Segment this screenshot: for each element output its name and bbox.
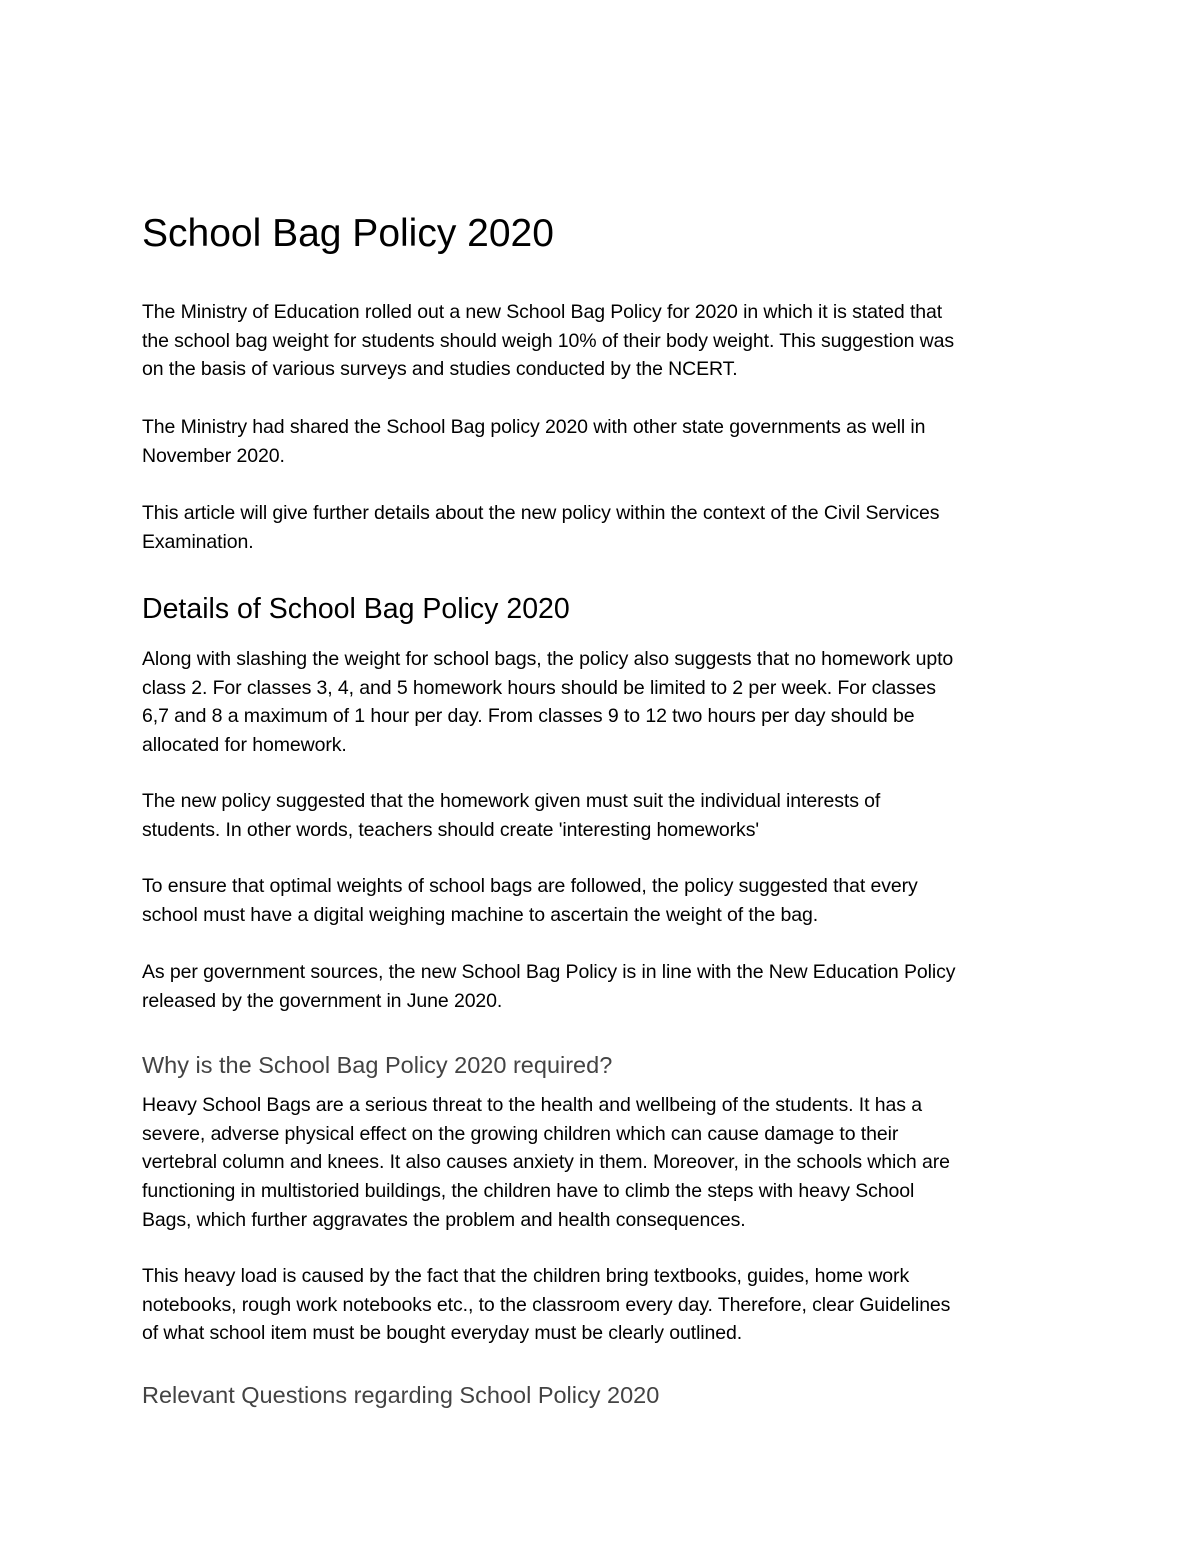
document-title: School Bag Policy 2020 xyxy=(142,212,554,255)
text-line: As per government sources, the new School Bag Policy is in line with the New Education Policy xyxy=(142,961,956,983)
details-paragraph-4 xyxy=(142,958,1062,1015)
intro-paragraph-1 xyxy=(142,298,1062,384)
text-line: Along with slashing the weight for school bags, the policy also suggests that no homework upto xyxy=(142,648,954,670)
text-line: vertebral column and knees. It also causes anxiety in them. Moreover, in the schools which are xyxy=(142,1151,950,1174)
text-line: This article will give further details about the new policy within the context of the Civil Services xyxy=(142,502,940,524)
text-line: of what school item must be bought everyday must be clearly outlined. xyxy=(142,1322,743,1345)
text-line: notebooks, rough work notebooks etc., to the classroom every day. Therefore, clear Guidelines xyxy=(142,1293,951,1316)
text-line: Bags, which further aggravates the problem and health consequences. xyxy=(142,1208,746,1231)
text-line: The new policy suggested that the homework given must suit the individual interests of xyxy=(142,790,881,812)
text-line: The Ministry of Education rolled out a new School Bag Policy for 2020 in which it is stated that xyxy=(142,301,943,323)
text-line: 6,7 and 8 a maximum of 1 hour per day. From classes 9 to 12 two hours per day should be xyxy=(142,705,915,728)
text-line: functioning in multistoried buildings, the children have to climb the steps with heavy School xyxy=(142,1180,915,1203)
text-line: The Ministry had shared the School Bag policy 2020 with other state governments as well in xyxy=(142,416,926,438)
text-line: allocated for homework. xyxy=(142,734,347,757)
section-heading-details: Details of School Bag Policy 2020 xyxy=(142,593,570,625)
text-line: school must have a digital weighing machine to ascertain the weight of the bag. xyxy=(142,903,819,926)
intro-paragraph-2 xyxy=(142,413,1062,470)
text-line: November 2020. xyxy=(142,444,285,467)
section-heading-why: Why is the School Bag Policy 2020 required? xyxy=(142,1052,613,1078)
text-line: the school bag weight for students should weigh 10% of their body weight. This suggestion was xyxy=(142,329,955,352)
why-paragraph-1 xyxy=(142,1091,1062,1235)
text-line: students. In other words, teachers should create 'interesting homeworks' xyxy=(142,818,759,841)
text-line: Examination. xyxy=(142,530,254,553)
text-line: Heavy School Bags are a serious threat to the health and wellbeing of the students. It has a xyxy=(142,1094,922,1116)
section-heading-questions: Relevant Questions regarding School Policy 2020 xyxy=(142,1382,660,1408)
text-line: on the basis of various surveys and studies conducted by the NCERT. xyxy=(142,358,738,381)
text-line: released by the government in June 2020. xyxy=(142,989,503,1012)
text-line: class 2. For classes 3, 4, and 5 homework hours should be limited to 2 per week. For classes xyxy=(142,676,936,699)
text-line: severe, adverse physical effect on the growing children which can cause damage to their xyxy=(142,1122,899,1145)
intro-paragraph-3 xyxy=(142,499,1062,556)
details-paragraph-3 xyxy=(142,872,1062,929)
details-paragraph-1 xyxy=(142,645,1062,760)
why-paragraph-2 xyxy=(142,1262,1062,1348)
text-line: This heavy load is caused by the fact that the children bring textbooks, guides, home work xyxy=(142,1265,910,1287)
details-paragraph-2 xyxy=(142,787,1062,844)
text-line: To ensure that optimal weights of school bags are followed, the policy suggested that every xyxy=(142,875,918,897)
